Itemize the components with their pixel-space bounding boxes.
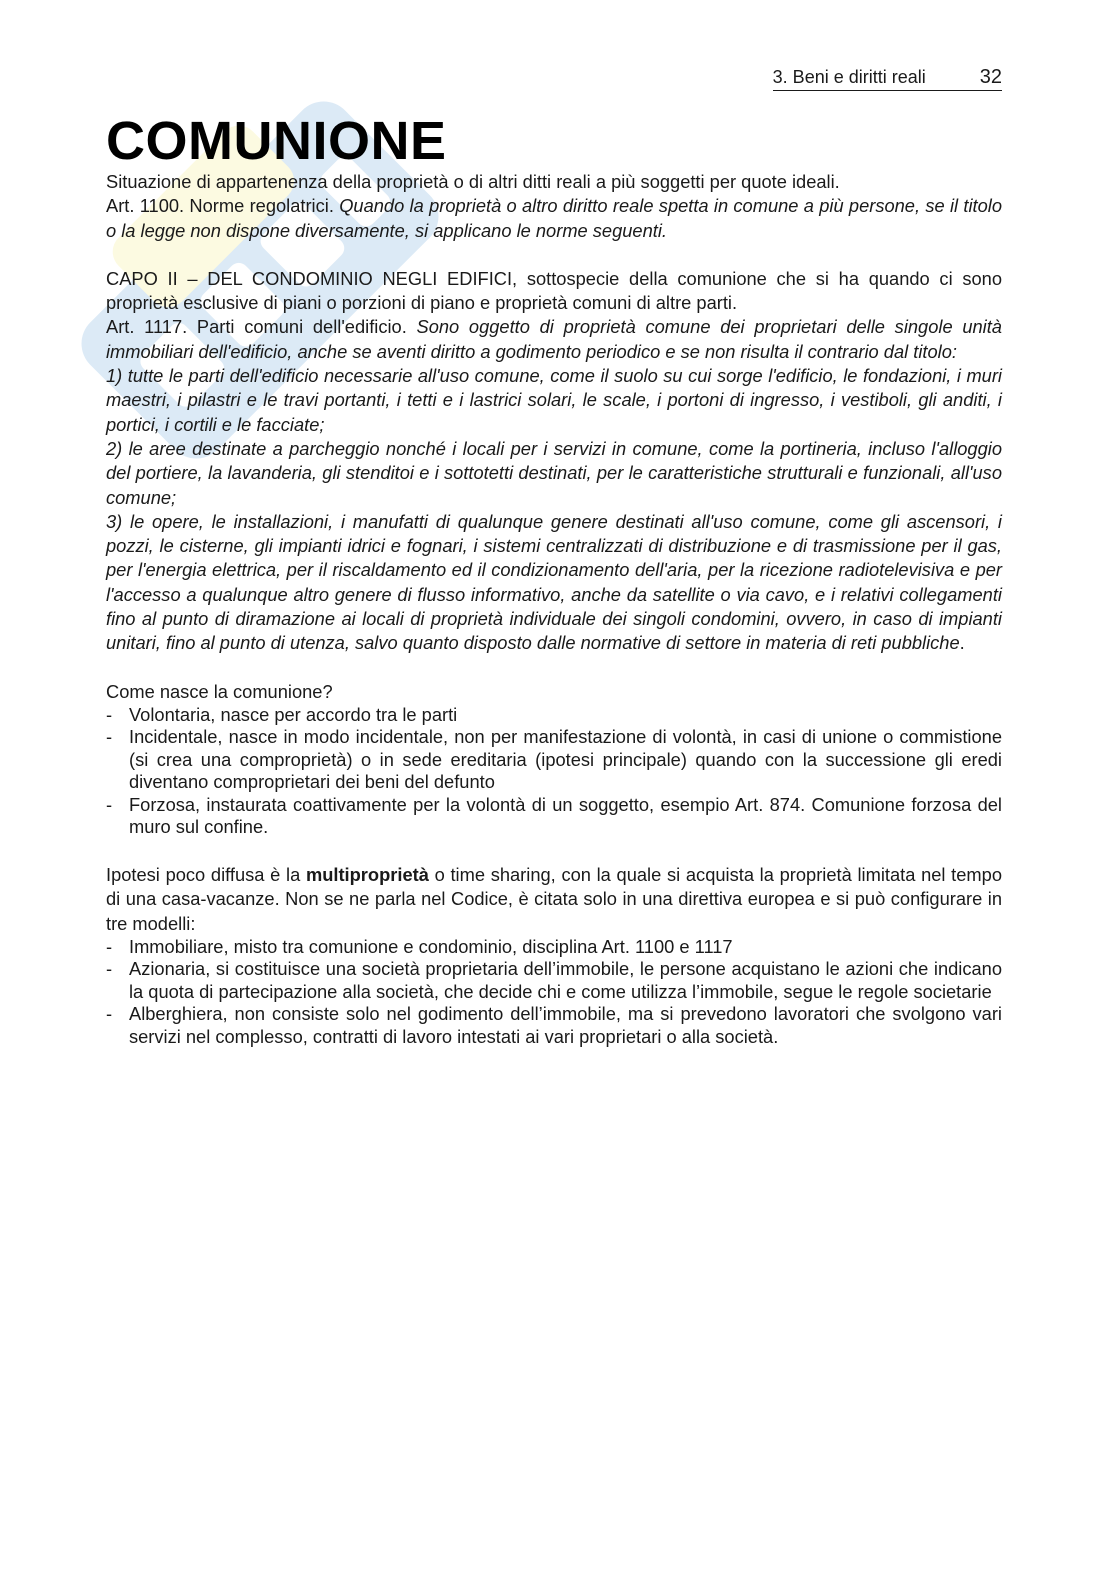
list-item: - Volontaria, nasce per accordo tra le parti [106, 704, 1002, 727]
definition-paragraph [106, 170, 1002, 194]
spacer [106, 839, 1002, 863]
multiproprieta-paragraph [106, 863, 1002, 936]
origin-list [106, 704, 1002, 839]
art-1117-paragraph [106, 315, 1002, 655]
page-number: 32 [979, 66, 1002, 88]
art-1117-text: Sono oggetto di proprietà comune dei proprietari delle singole unità immobiliari dell'edificio, anche se aventi diritto a godimento periodico e se non risulta il contrario dal titolo: [106, 316, 1002, 362]
document-page [106, 62, 1002, 1048]
section-title: 3. Beni e diritti reali [772, 67, 926, 87]
origin-question-text: Come nasce la comunione? [106, 680, 333, 702]
condominio-paragraph [106, 267, 1002, 316]
origin-question [106, 680, 1002, 704]
spacer [106, 243, 1002, 267]
list-item: - Incidentale, nasce in modo incidentale, non per manifestazione di volontà, in casi di unione o commistione (si crea una comproprietà) o in sede ereditaria (ipotesi principale) quando con la successione gli eredi diventano comproprietari dei beni del defunto [106, 726, 1002, 794]
definition-text: Situazione di appartenenza della proprietà o di altri ditti reali a più soggetti per quote ideali. [106, 171, 840, 192]
list-item: - Azionaria, si costituisce una società proprietaria dell’immobile, le persone acquistano le azioni che indicano la quota di partecipazione alla società, che decide chi e come utilizza l’immobile, segue le regole societarie [106, 958, 1002, 1003]
art-1117-reference: Art. 1117. Parti comuni dell'edificio. [106, 316, 407, 338]
multiproprieta-after: o time sharing, con la quale si acquista la proprietà limitata nel tempo di una casa-vacanze. Non se ne parla nel Codice, è citata solo in una direttiva europea e si può configurare in tre modelli: [106, 863, 1002, 934]
spacer [106, 656, 1002, 680]
page-title: COMUNIONE [106, 111, 447, 171]
art-1100-reference: Art. 1100. Norme regolatrici. [106, 195, 334, 217]
art-1117-item-2: 2) le aree destinate a parcheggio nonché i locali per i servizi in comune, come la portineria, incluso l'alloggio del portiere, la lavanderia, gli stenditoi e i sottotetti destinati, per le caratteristiche strutturali e funzionali, all'uso comune; [106, 437, 1002, 508]
list-item: - Forzosa, instaurata coattivamente per la volontà di un soggetto, esempio Art. 874. Comunione forzosa del muro sul confine. [106, 794, 1002, 839]
condominio-lead: CAPO II – DEL CONDOMINIO NEGLI EDIFICI, sottospecie della comunione che si ha quando ci sono proprietà esclusive di piani o porzioni di piano e proprietà comuni di altre parti. [106, 267, 1002, 314]
art-1117-item-3-end: . [959, 632, 965, 654]
list-item: - Immobiliare, misto tra comunione e condominio, disciplina Art. 1100 e 1117 [106, 936, 1002, 959]
art-1100-paragraph [106, 194, 1002, 243]
list-item: - Alberghiera, non consiste solo nel godimento dell’immobile, ma si prevedono lavoratori che svolgono vari servizi nel complesso, contratti di lavoro intestati ai vari proprietari o alla società. [106, 1003, 1002, 1048]
multiproprieta-before: Ipotesi poco diffusa è la [106, 863, 301, 885]
art-1117-item-3: 3) le opere, le installazioni, i manufatti di qualunque genere destinati all'uso comune, come gli ascensori, i pozzi, le cisterne, gli impianti idrici e fognari, i sistemi centralizzati di distribuzione e di trasmissione per il gas, per l'energia elettrica, per il riscaldamento ed il condizionamento dell'aria, per la ricezione radiotelevisiva e per l'accesso a qualunque altro genere di flusso informativo, anche da satellite o via cavo, e i relativi collegamenti fino al punto di diramazione ai locali di proprietà individuale dei singoli condomini, ovvero, in caso di impianti unitari, fino al punto di utenza, salvo quanto disposto dalle normative di settore in materia di reti pubbliche [106, 510, 1002, 654]
art-1117-item-1: 1) tutte le parti dell'edificio necessarie all'uso comune, come il suolo su cui sorge l'edificio, le fondazioni, i muri maestri, i pilastri e le travi portanti, i tetti e i lastrici solari, le scale, i portoni di ingresso, i vestiboli, gli anditi, i portici, i cortili e le facciate; [106, 365, 1002, 435]
multiproprieta-term: multiproprietà [305, 863, 429, 885]
multiproprieta-models-list [106, 936, 1002, 1049]
running-header [773, 66, 1002, 91]
art-1100-text: Quando la proprietà o altro diritto reale spetta in comune a più persone, se il titolo o la legge non dispone diversamente, si applicano le norme seguenti. [106, 195, 1002, 241]
